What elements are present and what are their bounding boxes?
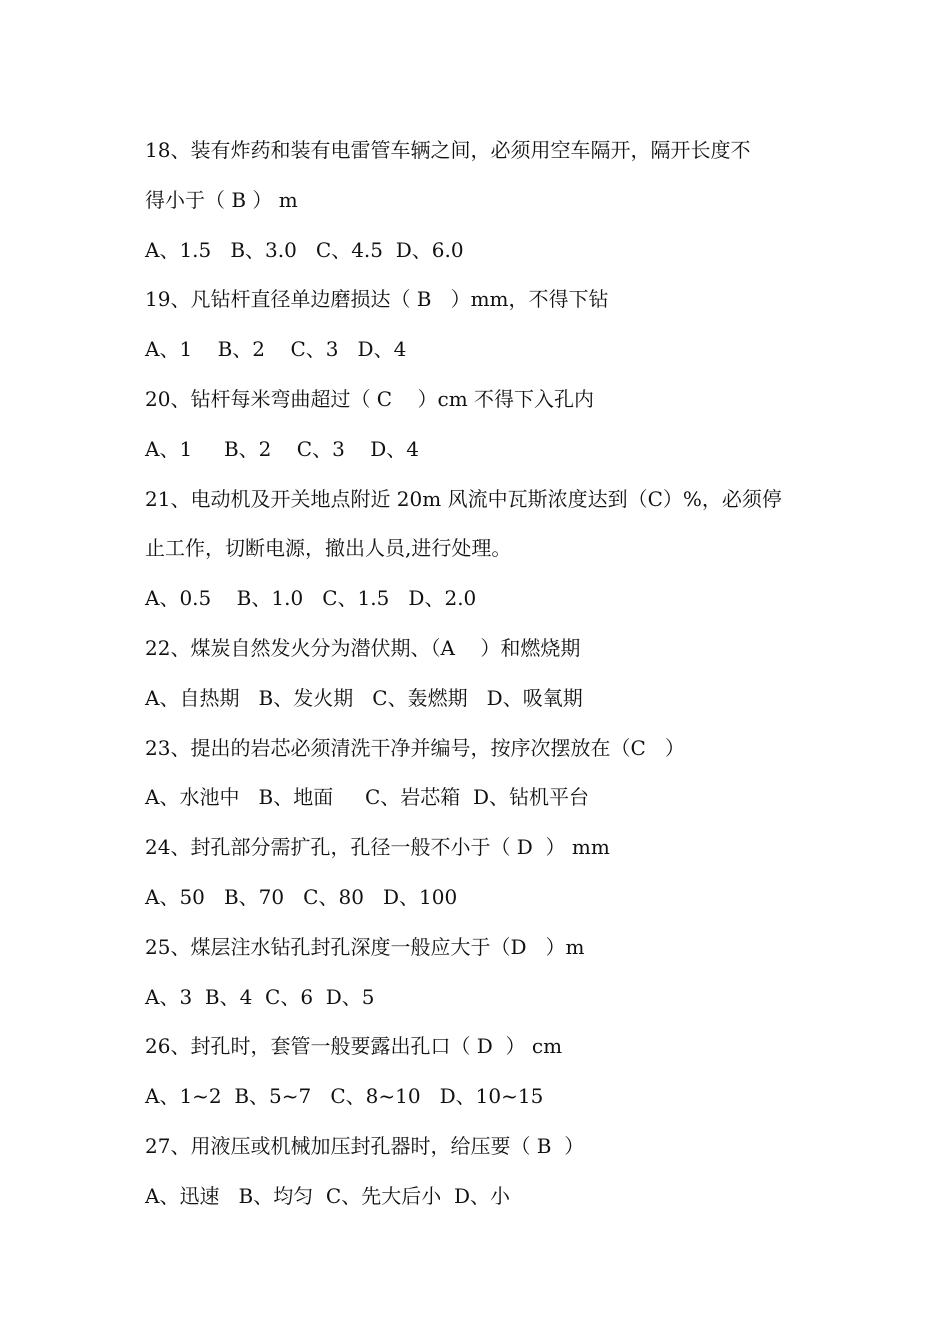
- question-27-options: A、迅速 B、均匀 C、先大后小 D、小: [145, 1183, 510, 1208]
- question-18-options: A、1.5 B、3.0 C、4.5 D、6.0: [145, 237, 464, 262]
- question-list: [145, 126, 815, 1222]
- question-21-text-line-1: 21、电动机及开关地点附近 20m 风流中瓦斯浓度达到（C）%，必须停: [145, 486, 782, 511]
- question-24-options: A、50 B、70 C、80 D、100: [145, 884, 458, 909]
- question-20-options: A、1 B、2 C、3 D、4: [145, 436, 420, 461]
- question-19-options: A、1 B、2 C、3 D、4: [145, 337, 407, 362]
- question-20-text: 20、钻杆每米弯曲超过（ C ）cm 不得下入孔内: [145, 386, 595, 411]
- question-21-text-line-2: 止工作，切断电源，撤出人员,进行处理。: [145, 536, 512, 561]
- question-26-options: A、1~2 B、5~7 C、8~10 D、10~15: [145, 1084, 544, 1109]
- question-26-text: 26、封孔时，套管一般要露出孔口（ D ） cm: [145, 1034, 563, 1059]
- question-22-text: 22、煤炭自然发火分为潜伏期、（A ）和燃烧期: [145, 635, 581, 660]
- question-25-text: 25、煤层注水钻孔封孔深度一般应大于（D ）m: [145, 934, 585, 959]
- question-23-options: A、水池中 B、地面 C、岩芯箱 D、钻机平台: [145, 785, 590, 810]
- question-27-text: 27、用液压或机械加压封孔器时，给压要（ B ）: [145, 1133, 585, 1158]
- question-18-text-line-2: 得小于（ B ） m: [145, 187, 298, 212]
- question-22-options: A、自热期 B、发火期 C、轰燃期 D、吸氧期: [145, 685, 583, 710]
- question-24-text: 24、封孔部分需扩孔，孔径一般不小于（ D ） mm: [145, 835, 610, 860]
- question-23-text: 23、提出的岩芯必须清洗干净并编号，按序次摆放在（C ）: [145, 735, 685, 760]
- question-25-options: A、3 B、4 C、6 D、5: [145, 984, 375, 1009]
- question-21-options: A、0.5 B、1.0 C、1.5 D、2.0: [145, 586, 477, 611]
- question-18-text-line-1: 18、装有炸药和装有电雷管车辆之间，必须用空车隔开，隔开长度不: [145, 138, 751, 162]
- question-19-text: 19、凡钻杆直径单边磨损达（ B ）mm，不得下钻: [145, 287, 609, 312]
